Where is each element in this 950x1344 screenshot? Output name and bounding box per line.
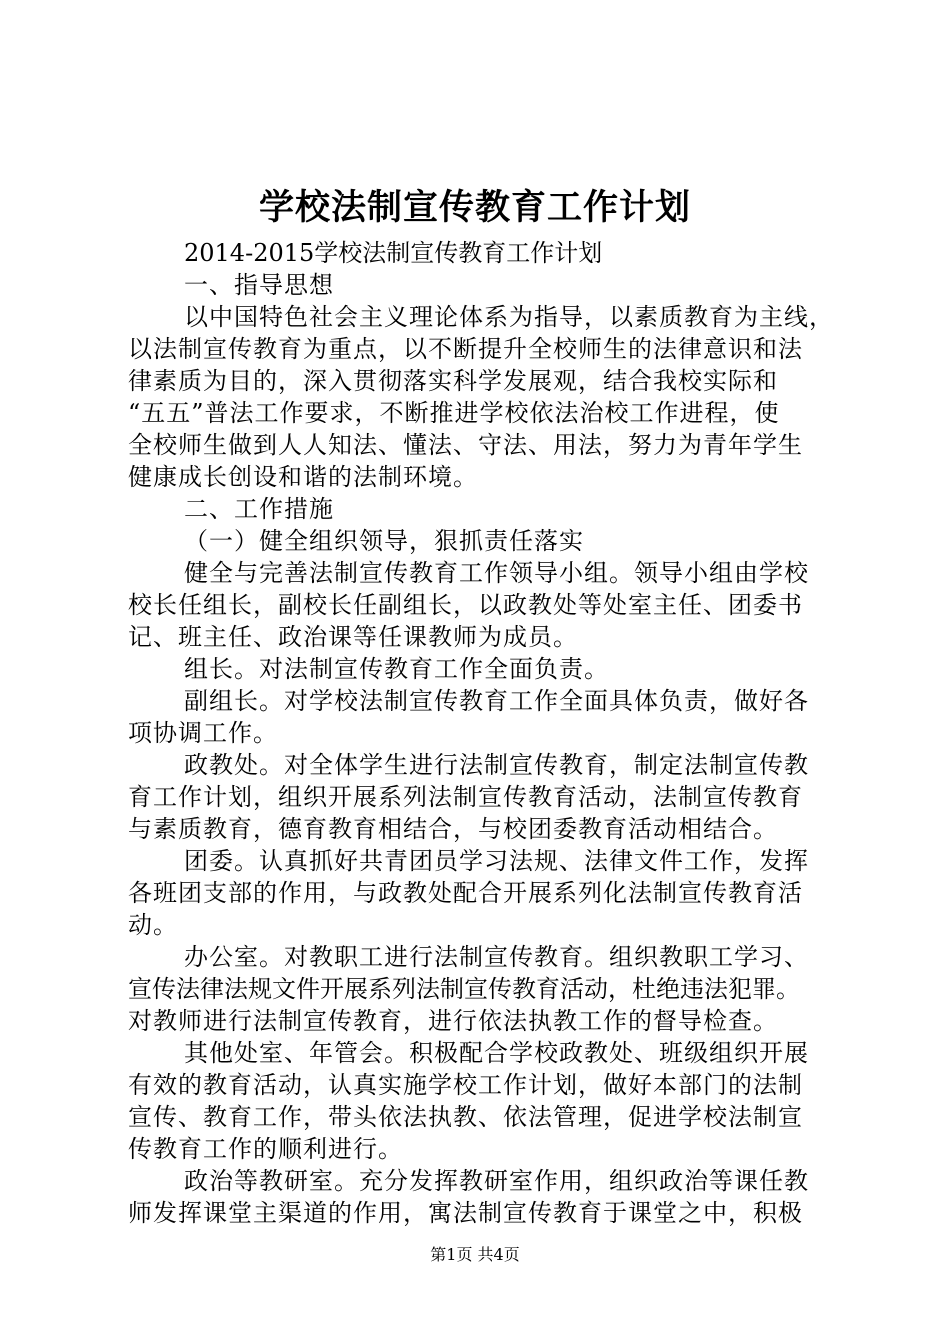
text-line: 对教师进行法制宣传教育，进行依法执教工作的督导检查。 xyxy=(128,1007,778,1035)
text-line: 政治等教研室。充分发挥教研室作用，组织政治等课任教 xyxy=(184,1167,809,1195)
text-line: 育工作计划，组织开展系列法制宣传教育活动，法制宣传教育 xyxy=(128,783,803,811)
text-line: 团委。认真抓好共青团员学习法规、法律文件工作，发挥 xyxy=(184,847,809,875)
subsection-heading: （一）健全组织领导，狠抓责任落实 xyxy=(184,527,584,555)
document-title: 学校法制宣传教育工作计划 xyxy=(258,187,691,228)
subtitle-line: 2014-2015学校法制宣传教育工作计划 xyxy=(184,239,603,267)
text-line: 健全与完善法制宣传教育工作领导小组。领导小组由学校 xyxy=(184,559,809,587)
text-line: 动。 xyxy=(128,911,178,939)
text-line: 宣传法律法规文件开展系列法制宣传教育活动，杜绝违法犯罪。 xyxy=(128,975,800,1003)
text-line: 宣传、教育工作，带头依法执教、依法管理，促进学校法制宣 xyxy=(128,1103,803,1131)
text-line: 师发挥课堂主渠道的作用，寓法制宣传教育于课堂之中，积极 xyxy=(128,1199,803,1227)
text-line: 副组长。对学校法制宣传教育工作全面具体负责，做好各 xyxy=(184,687,809,715)
text-line: 以中国特色社会主义理论体系为指导，以素质教育为主线， xyxy=(184,303,834,331)
page-footer: 第1页 共4页 xyxy=(430,1245,520,1264)
text-line: 各班团支部的作用，与政教处配合开展系列化法制宣传教育活 xyxy=(128,879,803,907)
text-line: 传教育工作的顺利进行。 xyxy=(128,1135,403,1163)
text-line: 健康成长创设和谐的法制环境。 xyxy=(128,463,478,491)
text-line: 组长。对法制宣传教育工作全面负责。 xyxy=(184,655,609,683)
text-line: 有效的教育活动，认真实施学校工作计划，做好本部门的法制 xyxy=(128,1071,803,1099)
section-heading: 一、指导思想 xyxy=(184,271,334,299)
text-line: 办公室。对教职工进行法制宣传教育。组织教职工学习、 xyxy=(184,943,809,971)
text-line: 全校师生做到人人知法、懂法、守法、用法，努力为青年学生 xyxy=(128,431,803,459)
text-line: 校长任组长，副校长任副组长，以政教处等处室主任、团委书 xyxy=(128,591,803,619)
text-line: 律素质为目的，深入贯彻落实科学发展观，结合我校实际和 xyxy=(128,367,778,395)
document-body xyxy=(128,237,840,1229)
text-line: 与素质教育，德育教育相结合，与校团委教育活动相结合。 xyxy=(128,815,778,843)
text-line: “五五”普法工作要求，不断推进学校依法治校工作进程，使 xyxy=(128,399,780,427)
text-line: 项协调工作。 xyxy=(128,719,278,747)
text-line: 以法制宣传教育为重点，以不断提升全校师生的法律意识和法 xyxy=(128,335,803,363)
text-line: 记、班主任、政治课等任课教师为成员。 xyxy=(128,623,578,651)
section-heading: 二、工作措施 xyxy=(184,495,334,523)
text-line: 政教处。对全体学生进行法制宣传教育，制定法制宣传教 xyxy=(184,751,809,779)
text-line: 其他处室、年管会。积极配合学校政教处、班级组织开展 xyxy=(184,1039,809,1067)
